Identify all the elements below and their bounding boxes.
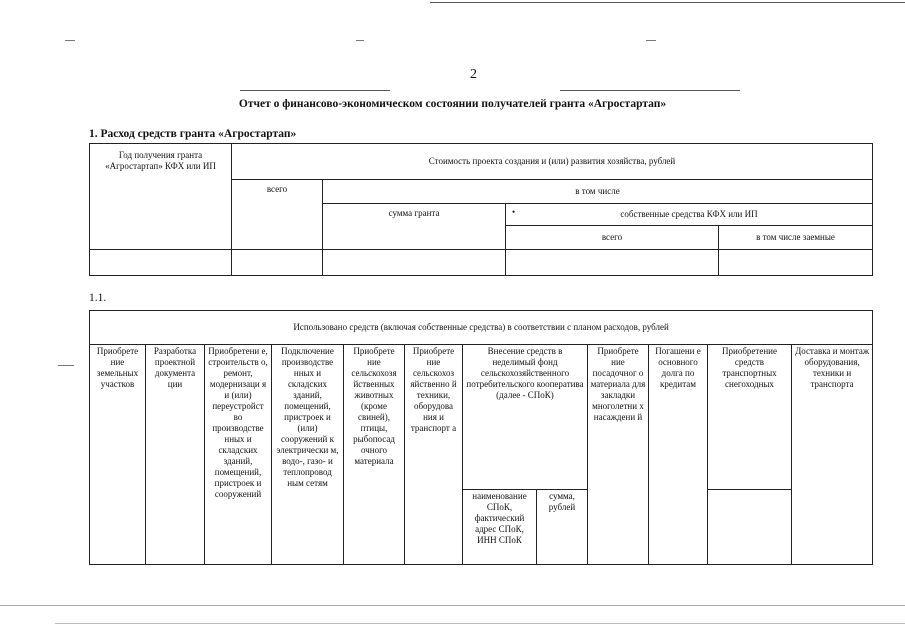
scan-artifact-line: [356, 40, 364, 41]
bullet-mark: •: [512, 207, 516, 217]
header-project-cost: Стоимость проекта создания и (или) развития хозяйства, рублей: [232, 144, 873, 180]
page-number: 2: [470, 67, 477, 82]
header-own-funds: собственные средства КФХ или ИП: [506, 204, 873, 226]
scan-artifact-line: [58, 365, 74, 366]
document-title: Отчет о финансово-экономическом состоянии получателей гранта «Агростартап»: [238, 98, 667, 110]
header-grant-year: Год получения гранта «Агростартап» КФХ или ИП: [90, 144, 232, 250]
table-cell: [506, 250, 719, 276]
header-snowmobiles: Приобретение средств транспортных снегоходных: [708, 345, 792, 490]
header-project-docs: Разработка проектной документа ции: [146, 345, 205, 565]
header-own-total: всего: [506, 226, 719, 250]
header-land-purchase: Приобрете ние земельных участков: [90, 345, 146, 565]
header-animals: Приобрете ние сельскохозя йственных животных (кроме свиней), птицы, рыбопосад очного материала: [344, 345, 405, 565]
scan-artifact-line: [55, 623, 905, 624]
header-total: всего: [232, 180, 323, 250]
funds-usage-table: [89, 310, 873, 565]
header-spok-sum: сумма, рублей: [537, 490, 588, 565]
header-grant-sum: сумма гранта: [323, 204, 506, 250]
header-funds-used: Использовано средств (включая собственные средства) в соответствии с планом расходов, рублей: [90, 311, 873, 345]
scan-artifact-line: [240, 90, 390, 91]
header-loan-repayment: Погашени е основного долга по кредитам: [649, 345, 708, 565]
table-cell: [90, 250, 232, 276]
header-including: в том числе: [323, 180, 873, 204]
scan-artifact-line: [560, 90, 740, 91]
header-spok-name: наименование СПоК, фактический адрес СПоК, ИНН СПоК: [463, 490, 537, 565]
header-delivery-installation: Доставка и монтаж оборудования, техники и транспорта: [792, 345, 873, 565]
table-cell: [323, 250, 506, 276]
scan-artifact-line: [430, 2, 905, 3]
header-machinery: Приобрете ние сельскохоз яйственно й техники, оборудова ния и транспорт а: [405, 345, 463, 565]
scan-artifact-line: [0, 605, 905, 606]
table-cell: [232, 250, 323, 276]
section-1-1-heading: 1.1.: [89, 292, 107, 304]
header-spok-contribution: Внесение средств в неделимый фонд сельскохозяйственного потребительского кооператива (далее - СПоК): [463, 345, 588, 490]
header-planting-material: Приобрете ние посадочног о материала для закладки многолетни х насаждени й: [588, 345, 649, 565]
scan-artifact-line: [646, 40, 656, 41]
table-cell: [708, 490, 792, 565]
header-utilities: Подключение производстве нных и складских зданий, помещений, пристроек и (или) сооружений к электрически м, водо-, газо- и теплопровод ным сетям: [272, 345, 344, 565]
header-buildings: Приобретени е, строительств о, ремонт, модернизаци я и (или) переустройст во производстве нных и складских зданий, помещений, пристроек и сооружений: [205, 345, 272, 565]
header-own-borrowed: в том числе заемные: [719, 226, 873, 250]
section-1-heading: 1. Расход средств гранта «Агростартап»: [89, 128, 297, 140]
scan-artifact-line: [65, 40, 75, 41]
table-cell: [719, 250, 873, 276]
grant-expense-table: [89, 143, 873, 276]
